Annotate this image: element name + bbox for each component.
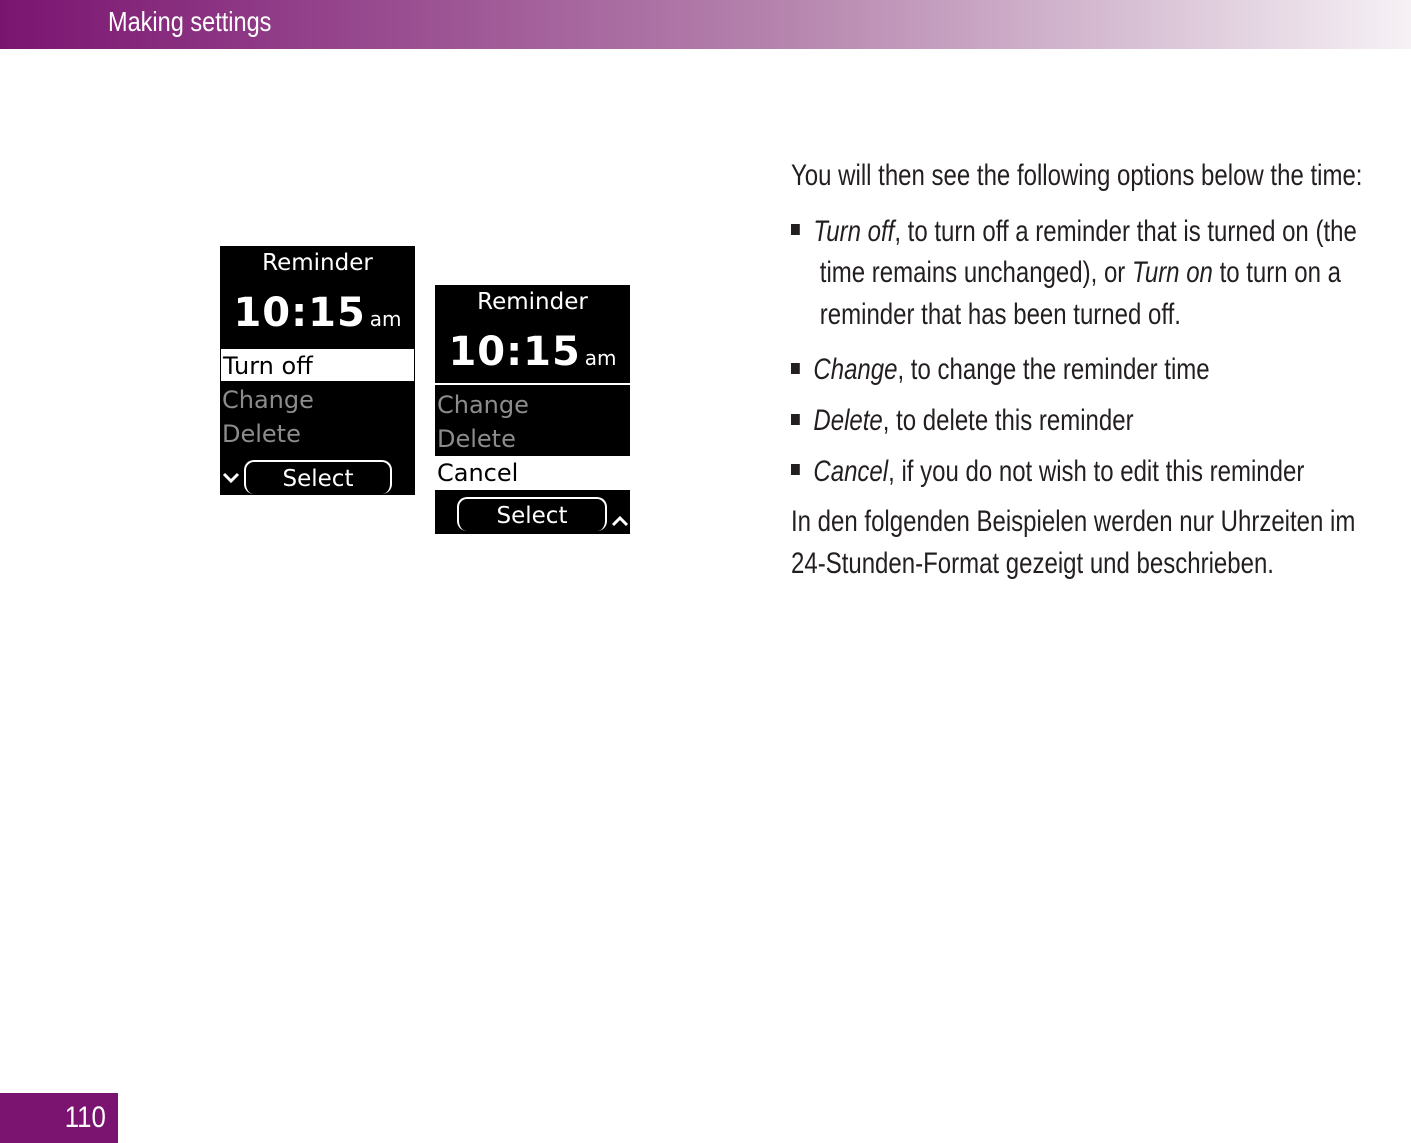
bullet-square-icon: [791, 363, 800, 374]
time-value: 10:15: [448, 329, 581, 375]
divider: [435, 383, 630, 385]
menu-item-delete[interactable]: Delete: [222, 420, 301, 448]
menu-item-turn-off[interactable]: Turn off: [220, 348, 415, 382]
term-delete: Delete: [813, 403, 883, 437]
chevron-down-icon: [222, 466, 240, 490]
bullet-text: , to turn off a reminder that is turned on (the: [894, 214, 1357, 248]
bullet-square-icon: [791, 464, 800, 475]
bullet-delete: [791, 395, 1362, 447]
am-pm-label: am: [584, 346, 617, 370]
am-pm-label: am: [369, 307, 402, 331]
menu-item-change[interactable]: Change: [437, 391, 529, 419]
bullet-text: , to change the reminder time: [897, 353, 1210, 387]
reminder-time: [220, 290, 415, 336]
chevron-up-icon: [611, 509, 629, 533]
bullet-text: , to delete this reminder: [882, 403, 1134, 437]
bullet-square-icon: [791, 414, 800, 425]
bullet-text: reminder that has been turned off.: [819, 297, 1181, 331]
select-softkey[interactable]: Select: [457, 497, 607, 531]
bullet-text: to turn on a: [1212, 256, 1341, 290]
bullet-change: [791, 344, 1362, 396]
note-line-2: 24-Stunden-Format gezeigt und beschrieben.: [791, 546, 1274, 580]
screen-title: Reminder: [262, 250, 373, 276]
term-turn-on: Turn on: [1131, 256, 1213, 290]
term-turn-off: Turn off: [813, 214, 895, 248]
menu-item-delete[interactable]: Delete: [437, 425, 516, 453]
body-text: [791, 150, 1362, 589]
page-number: 110: [64, 1101, 106, 1134]
reminder-time: [435, 329, 630, 375]
page-number-box: [0, 1093, 118, 1143]
bullet-cancel: [791, 446, 1362, 498]
device-screen-turn-off: [220, 246, 415, 495]
select-softkey[interactable]: Select: [244, 460, 392, 494]
term-change: Change: [813, 353, 898, 387]
term-cancel: Cancel: [813, 454, 889, 488]
bullet-square-icon: [791, 224, 800, 235]
device-screen-cancel: [435, 285, 630, 534]
intro-text: You will then see the following options below the time:: [791, 159, 1363, 192]
note-line-1: In den folgenden Beispielen werden nur Uhrzeiten im: [791, 505, 1356, 539]
bullet-text: time remains unchanged), or: [819, 256, 1132, 290]
chapter-header-band: [0, 0, 1411, 49]
menu-item-change[interactable]: Change: [222, 386, 314, 414]
chapter-title: Making settings: [108, 6, 272, 37]
time-value: 10:15: [233, 290, 366, 336]
screen-title: Reminder: [477, 289, 588, 315]
menu-item-cancel[interactable]: Cancel: [435, 456, 630, 490]
bullet-text: , if you do not wish to edit this reminder: [888, 454, 1305, 488]
